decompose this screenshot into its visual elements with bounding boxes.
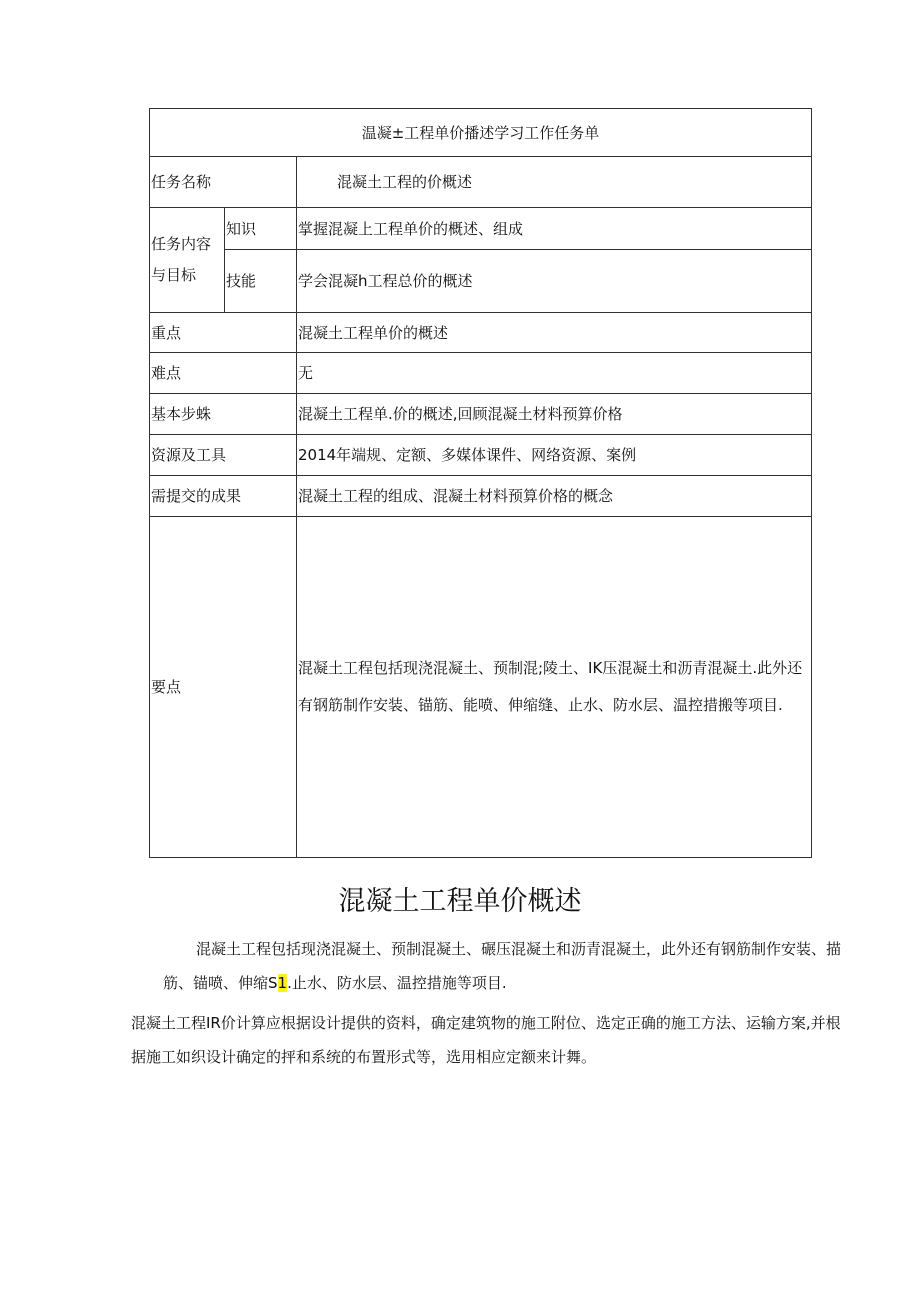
table-title: 温凝±工程单价播述学习工作任务单 xyxy=(150,109,812,157)
document-heading: 混凝土工程单价概述 xyxy=(338,886,582,917)
steps-label: 基本步蛛 xyxy=(150,394,297,435)
keypoints-value: 混凝土工程包括现浇混凝土、预制混;陵土、IK压混凝土和沥青混凝土.此外还有钢筋制作安装、锚筋、能喷、伸缩缝、止水、防水层、温控措搬等项目. xyxy=(297,517,812,858)
difficulty-value: 无 xyxy=(297,353,812,394)
focus-value: 混凝土工程单价的概述 xyxy=(297,313,812,353)
skill-value: 学会混凝h工程总价的概述 xyxy=(297,250,812,313)
knowledge-label: 知识 xyxy=(225,208,297,250)
paragraph-1-text-before: 混凝土工程包括现浇混凝土、预制混凝土、碾压混凝土和沥青混凝土，此外还有钢筋制作安装、描筋、锚喷、伸缩S xyxy=(163,940,842,992)
body-paragraph-2: 混凝土工程IR价计算应根据设计提供的资料，确定建筑物的施工附位、选定正确的施工方法、运输方案,并根据施工如织设计确定的抨和系统的布置形式等，选用相应定额来计舞。 xyxy=(131,1014,841,1066)
focus-label: 重点 xyxy=(150,313,297,353)
deliverables-value: 混凝土工程的组成、混凝土材料预算价格的概念 xyxy=(297,476,812,517)
deliverables-label: 需提交的成果 xyxy=(150,476,297,517)
content-label: 任务内容与目标 xyxy=(150,208,225,313)
resources-label: 资源及工具 xyxy=(150,435,297,476)
paragraph-1-text-after: .止水、防水层、温控措施等项目. xyxy=(287,974,507,992)
task-name-value: 混凝土工程的价概述 xyxy=(297,157,812,208)
steps-value: 混凝土工程单.价的概述,回顾混凝土材料预算价格 xyxy=(297,394,812,435)
skill-label: 技能 xyxy=(225,250,297,313)
highlighted-text: 1 xyxy=(277,974,288,992)
task-sheet-table xyxy=(149,108,812,858)
body-paragraph-1 xyxy=(163,932,853,1000)
resources-value: 2014年端规、定额、多媒体课件、网络资源、案例 xyxy=(297,435,812,476)
task-name-label: 任务名称 xyxy=(150,157,297,208)
difficulty-label: 难点 xyxy=(150,353,297,394)
keypoints-label: 要点 xyxy=(150,517,297,858)
knowledge-value: 掌握混凝上工程单价的概述、组成 xyxy=(297,208,812,250)
